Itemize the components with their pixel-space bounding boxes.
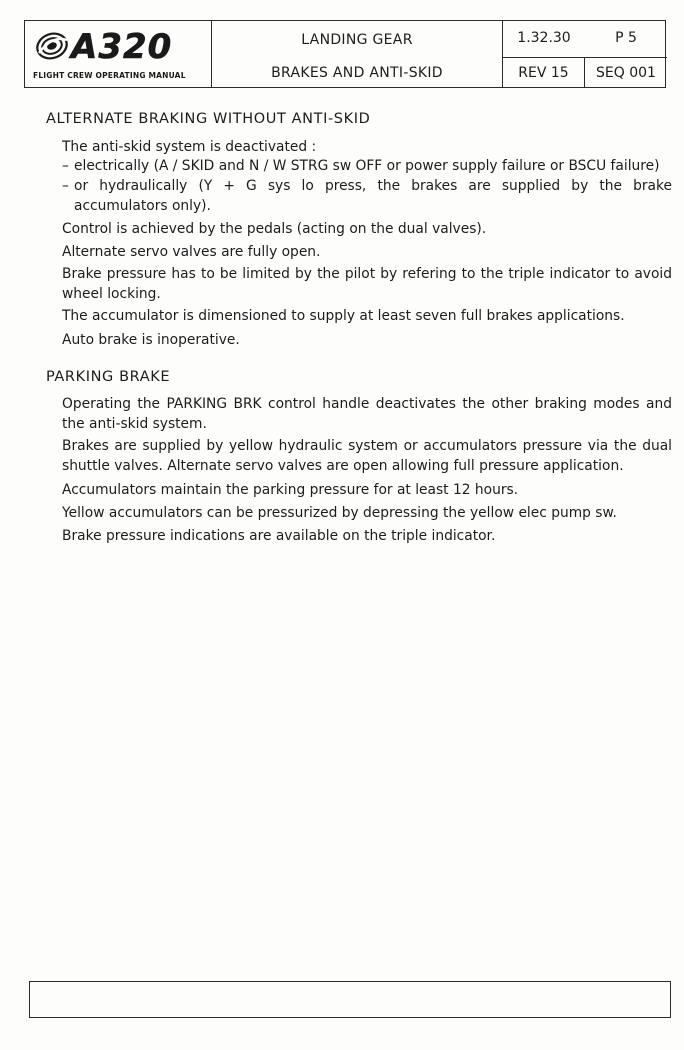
paragraph: Brake pressure indications are available on the triple indicator. [62,528,496,544]
page-footer-box [29,981,671,1018]
list-item-text: or hydraulically (Y + G sys lo press, the brakes are supplied by the brake accumulators only). [74,178,672,214]
chapter-title: LANDING GEAR [301,32,413,48]
manual-name: FLIGHT CREW OPERATING MANUAL [33,71,186,80]
reference-block [503,21,667,87]
chapter-title-block [212,21,503,87]
manual-logo-block [25,21,212,87]
aircraft-model-logo: A320 [71,27,173,67]
list-item [62,176,672,216]
paragraph: Alternate servo valves are fully open. [62,244,321,260]
paragraph: Operating the PARKING BRK control handle deactivates the other braking modes and the anti-skid system. [62,396,672,432]
paragraph: Brakes are supplied by yellow hydraulic system or accumulators pressure via the dual shuttle valves. Alternate servo valves are open allowing full pressure application. [62,438,672,474]
reference-row-bottom [503,58,667,87]
page-number: P 5 [615,30,637,46]
bullet-dash: – [62,178,69,194]
section-subtitle: BRAKES AND ANTI-SKID [271,65,443,81]
paragraph: The accumulator is dimensioned to supply at least seven full brakes applications. [62,308,625,324]
paragraph: Yellow accumulators can be pressurized by depressing the yellow elec pump sw. [62,505,617,521]
bullet-dash: – [62,158,69,174]
paragraph: The anti-skid system is deactivated : [62,139,317,155]
section-title-alternate-braking: ALTERNATE BRAKING WITHOUT ANTI-SKID [46,111,371,127]
paragraph: Auto brake is inoperative. [62,332,240,348]
airbus-swirl-icon [35,31,71,61]
revision-number: REV 15 [503,58,585,87]
paragraph: Accumulators maintain the parking pressure for at least 12 hours. [62,482,519,498]
sequence-number: SEQ 001 [596,65,656,81]
page-header [24,20,666,88]
reference-row-top [503,21,667,58]
paragraph: Brake pressure has to be limited by the pilot by refering to the triple indicator to avoid wheel locking. [62,266,672,302]
list-item-text: electrically (A / SKID and N / W STRG sw OFF or power supply failure or BSCU failure) [74,158,660,174]
paragraph: Control is achieved by the pedals (acting on the dual valves). [62,221,487,237]
reference-code: 1.32.30 [517,30,571,46]
list-item [62,156,672,176]
section-title-parking-brake: PARKING BRAKE [46,369,171,385]
